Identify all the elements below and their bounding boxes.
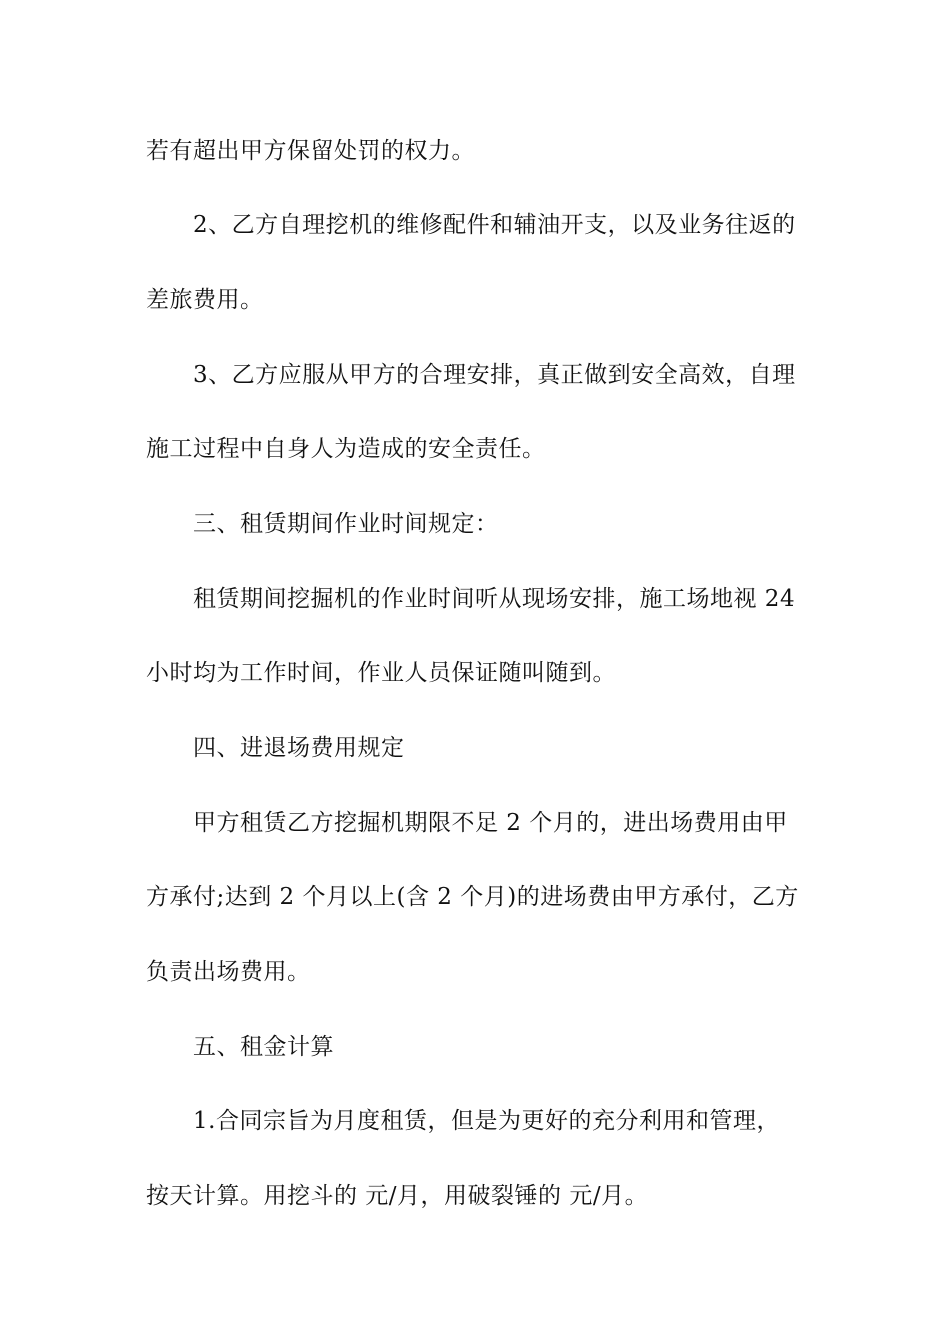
section-5-clause-1-line-2: 按天计算。用挖斗的 元/月，用破裂锤的 元/月。 [146, 1183, 649, 1209]
clause-2-line-2: 差旅费用。 [146, 287, 264, 313]
section-4-body-line-2: 方承付;达到 2 个月以上(含 2 个月)的进场费由甲方承付，乙方 [146, 884, 799, 910]
clause-3-line-1: 3、乙方应服从甲方的合理安排，真正做到安全高效，自理 [193, 362, 796, 388]
clause-3-line-2: 施工过程中自身人为造成的安全责任。 [146, 436, 546, 462]
clause-2-line-1: 2、乙方自理挖机的维修配件和辅油开支，以及业务往返的 [193, 212, 796, 238]
section-4-body-line-1: 甲方租赁乙方挖掘机期限不足 2 个月的，进出场费用由甲 [193, 810, 788, 836]
section-5-heading: 五、租金计算 [193, 1034, 334, 1060]
section-3-body-line-2: 小时均为工作时间，作业人员保证随叫随到。 [146, 660, 616, 686]
section-4-body-line-3: 负责出场费用。 [146, 959, 311, 985]
section-4-heading: 四、进退场费用规定 [193, 735, 405, 761]
paragraph-line: 若有超出甲方保留处罚的权力。 [146, 138, 475, 164]
section-3-body-line-1: 租赁期间挖掘机的作业时间听从现场安排，施工场地视 24 [193, 586, 796, 612]
section-5-clause-1-line-1: 1.合同宗旨为月度租赁，但是为更好的充分利用和管理， [193, 1108, 780, 1134]
section-3-heading: 三、租赁期间作业时间规定： [193, 511, 499, 537]
